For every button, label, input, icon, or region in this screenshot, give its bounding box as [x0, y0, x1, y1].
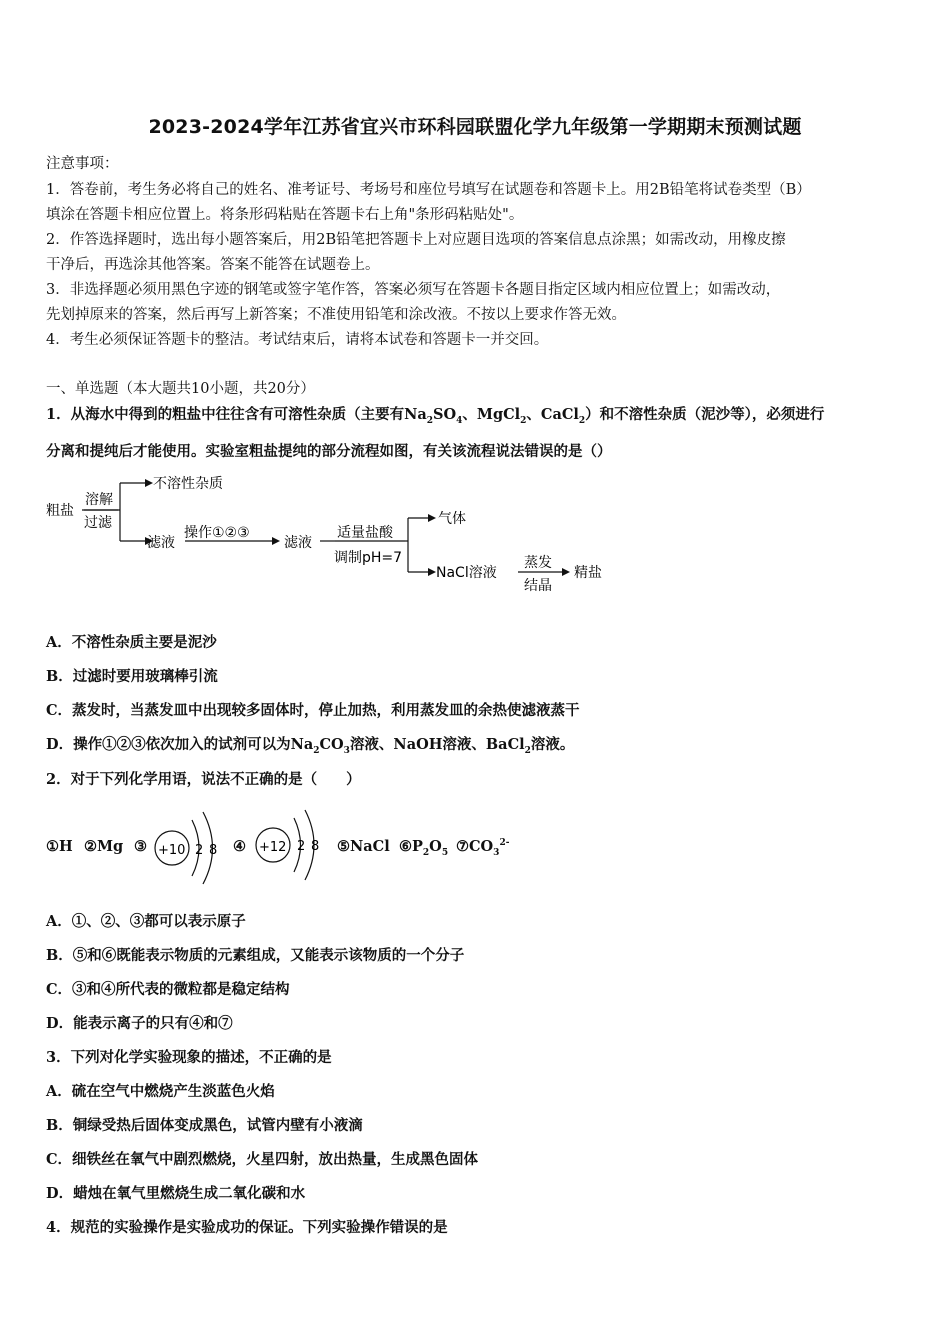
- flow-filtrate-1: 滤液: [147, 535, 175, 551]
- atom2-nucleus: +12: [259, 840, 287, 855]
- notice-line: 1．答卷前，考生务必将自己的姓名、准考证号、考场号和座位号填写在试题卷和答题卡上。用2B铅笔将试卷类型（B）: [46, 182, 811, 198]
- q2-option-d: D．能表示离子的只有④和⑦: [46, 1015, 233, 1032]
- q2-symbol-6: $⑥P_2O_5$: [399, 838, 449, 858]
- q3-option-d: D．蜡烛在氧气里燃烧生成二氧化碳和水: [46, 1185, 306, 1202]
- q2-option-a: A．①、②、③都可以表示原子: [46, 913, 246, 930]
- flow-filter: 过滤: [84, 515, 112, 531]
- q2-symbol-4: ④: [233, 838, 246, 855]
- flow-dissolve: 溶解: [85, 492, 113, 508]
- flow-refined-salt: 精盐: [574, 565, 602, 581]
- atom1-shell-1: 2: [195, 843, 204, 858]
- notice-line: 3．非选择题必须用黑色字迹的钢笔或签字笔作答，答案必须写在答题卡各题目指定区域内相应位置上；如需改动，: [46, 282, 781, 298]
- q1-stem-line2: 分离和提纯后才能使用。实验室粗盐提纯的部分流程如图，有关该流程说法错误的是（）: [46, 443, 612, 460]
- q1-option-d: D．操作①②③依次加入的试剂可以为$Na_2CO_3$溶液、NaOH溶液、BaCl$_2$溶液。: [46, 736, 575, 756]
- flow-ph: 调制pH=7: [334, 550, 403, 566]
- section-heading: 一、单选题（本大题共10小题，共20分）: [46, 381, 315, 397]
- q1-stem-line1: 1．从海水中得到的粗盐中往往含有可溶性杂质（主要有$Na_2SO_4$、MgCl$_2$、CaCl$_2$）和不溶性杂质（泥沙等），必须进行: [46, 406, 825, 426]
- q3-option-a: A．硫在空气中燃烧产生淡蓝色火焰: [46, 1083, 275, 1100]
- q2-symbol-1: ①H: [46, 838, 73, 855]
- q2-symbol-7: $⑦CO_3^{2-}$: [456, 838, 510, 858]
- q2-symbol-3: ③: [134, 838, 147, 855]
- q2-symbol-2: ②Mg: [84, 838, 124, 855]
- notice-line: 填涂在答题卡相应位置上。将条形码粘贴在答题卡右上角"条形码粘贴处"。: [46, 207, 524, 223]
- q2-symbol-5: ⑤NaCl: [337, 838, 390, 855]
- atom-diagram-1: [155, 812, 217, 884]
- atom-diagram-2: [256, 810, 319, 880]
- q3-stem: 3．下列对化学实验现象的描述，不正确的是: [46, 1049, 332, 1066]
- q2-stem: 2．对于下列化学用语，说法不正确的是（ ）: [46, 771, 361, 788]
- q3-option-b: B．铜绿受热后固体变成黑色，试管内壁有小液滴: [46, 1117, 363, 1134]
- flow-crystallize: 结晶: [524, 578, 552, 594]
- notice-line: 2．作答选择题时，选出每小题答案后，用2B铅笔把答题卡上对应题目选项的答案信息点涂黑；如需改动，用橡皮擦: [46, 232, 786, 248]
- atom2-shell-1: 2: [297, 839, 306, 854]
- flow-nacl: NaCl溶液: [436, 565, 497, 581]
- flow-insoluble: 不溶性杂质: [153, 476, 223, 492]
- flow-crude-salt: 粗盐: [46, 503, 74, 519]
- q1-option-a: A．不溶性杂质主要是泥沙: [46, 634, 217, 651]
- notice-line: 干净后，再选涂其他答案。答案不能答在试题卷上。: [46, 257, 380, 273]
- flow-gas: 气体: [438, 511, 466, 527]
- atom1-nucleus: +10: [158, 843, 186, 858]
- notice-heading: 注意事项：: [46, 156, 119, 172]
- notice-line: 4．考生必须保证答题卡的整洁。考试结束后，请将本试卷和答题卡一并交回。: [46, 332, 549, 348]
- atom1-shell-2: 8: [209, 843, 218, 858]
- q3-option-c: C．细铁丝在氧气中剧烈燃烧，火星四射，放出热量，生成黑色固体: [46, 1151, 479, 1168]
- q2-option-b: B．⑤和⑥既能表示物质的元素组成，又能表示该物质的一个分子: [46, 947, 465, 964]
- page-title: 2023-2024学年江苏省宜兴市环科园联盟化学九年级第一学期期末预测试题: [148, 116, 802, 138]
- q4-stem: 4．规范的实验操作是实验成功的保证。下列实验操作错误的是: [46, 1219, 448, 1236]
- flow-acid: 适量盐酸: [337, 525, 393, 541]
- notice-line: 先划掉原来的答案，然后再写上新答案；不准使用铅笔和涂改液。不按以上要求作答无效。: [46, 307, 626, 323]
- q1-option-c: C．蒸发时，当蒸发皿中出现较多固体时，停止加热，利用蒸发皿的余热使滤液蒸干: [46, 702, 580, 719]
- flow-evaporate: 蒸发: [524, 555, 552, 571]
- q2-option-c: C．③和④所代表的微粒都是稳定结构: [46, 981, 290, 998]
- flow-filtrate-2: 滤液: [284, 535, 312, 551]
- flow-operation: 操作①②③: [184, 525, 250, 541]
- q1-option-b: B．过滤时要用玻璃棒引流: [46, 668, 218, 685]
- atom2-shell-2: 8: [311, 839, 320, 854]
